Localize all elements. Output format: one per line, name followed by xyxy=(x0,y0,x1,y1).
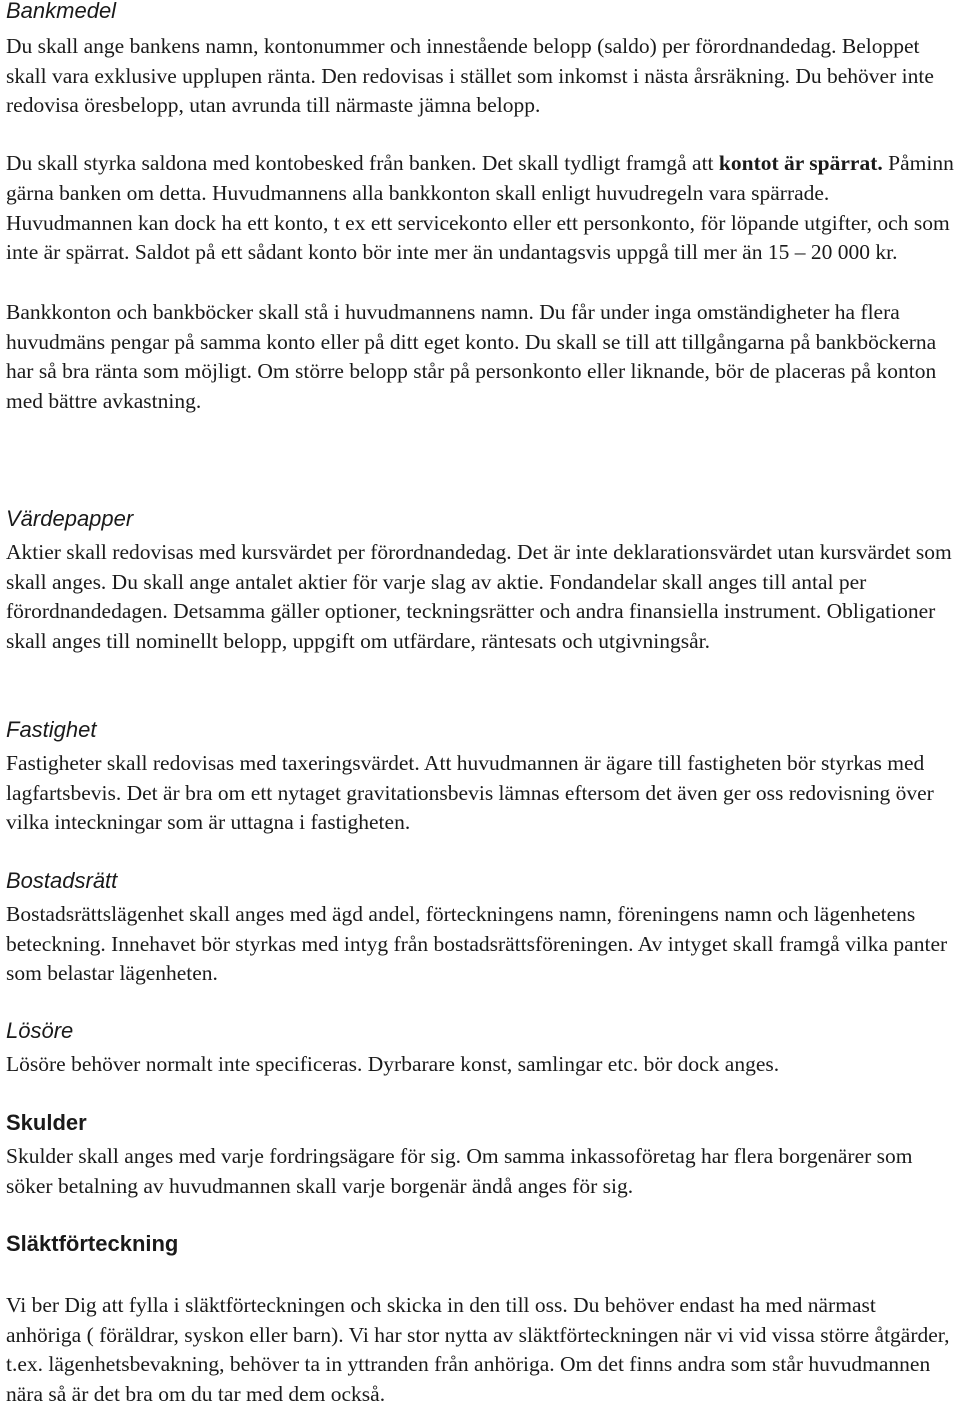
section-fastighet xyxy=(6,715,956,838)
heading-bostadsratt: Bostadsrätt xyxy=(6,868,118,893)
vardepapper-paragraph: Aktier skall redovisas med kursvärdet per förordnandedag. Det är inte deklarationsvärdet utan kursvärdet som skall anges. Du skall ange antalet aktier för varje slag av aktie. Fondandelar skall anges till antal per förordnandedagen. Detsamma gäller optioner, teckningsrätter och andra finansiella instrument. Obligationer skall anges till nominellt belopp, uppgift om utfärdare, räntesats och utgivningsår. xyxy=(6,540,952,654)
heading-slaktforteckning: Släktförteckning xyxy=(6,1231,179,1256)
section-bankmedel xyxy=(6,0,956,417)
heading-bankmedel: Bankmedel xyxy=(6,0,117,23)
section-skulder xyxy=(6,1108,956,1201)
losore-paragraph: Lösöre behöver normalt inte specificeras. Dyrbarare konst, samlingar etc. bör dock anges. xyxy=(6,1052,780,1076)
slaktforteckning-paragraph: Vi ber Dig att fylla i släktförteckningen och skicka in den till oss. Du behöver endast ha med närmast anhöriga ( föräldrar, syskon eller barn). Vi har stor nytta av släktförteckningen när vi vid vissa större åtgärder, t.ex. lägenhetsbevakning, behöver ta in yttranden från anhöriga. Om det finns andra som står huvudmannen nära så är det bra om du tar med dem också. xyxy=(6,1293,950,1407)
heading-vardepapper: Värdepapper xyxy=(6,506,134,531)
skulder-paragraph: Skulder skall anges med varje fordringsägare för sig. Om samma inkassoföretag har flera borgenärer som söker betalning av huvudmannen skall varje borgenär ändå anges för sig. xyxy=(6,1144,913,1198)
fastighet-paragraph: Fastigheter skall redovisas med taxeringsvärdet. Att huvudmannen är ägare till fastigheten bör styrkas med lagfartsbevis. Det är bra om ett nytaget gravitationsbevis lämnas eftersom det även ger oss redovisning över vilka inteckningar som är uttagna i fastigheten. xyxy=(6,751,934,835)
section-slaktforteckning xyxy=(6,1229,956,1410)
section-bostadsratt xyxy=(6,866,956,989)
heading-skulder: Skulder xyxy=(6,1110,87,1135)
bankmedel-paragraph-3: Bankkonton och bankböcker skall stå i huvudmannens namn. Du får under inga omständigheter ha flera huvudmäns pengar på samma konto eller på ditt eget konto. Du skall se till att tillgångarna på bankböckerna har så bra ränta som möjligt. Om större belopp står på personkonto eller liknande, bör de placeras på konton med bättre avkastning. xyxy=(6,299,937,414)
heading-fastighet: Fastighet xyxy=(6,717,97,742)
bankmedel-paragraph-2 xyxy=(6,149,956,268)
section-losore xyxy=(6,1016,956,1080)
section-vardepapper xyxy=(6,504,956,657)
bankmedel-paragraph-1: Du skall ange bankens namn, kontonummer och innestående belopp (saldo) per förordnandedag. Beloppet skall vara exklusive upplupen ränta. Den redovisas i stället som inkomst i nästa årsräkning. Du behöver inte redovisa öresbelopp, utan avrunda till närmaste jämna belopp. xyxy=(6,34,934,118)
heading-losore: Lösöre xyxy=(6,1018,74,1043)
bankmedel-p2-rest: Påminn gärna banken om detta. Huvudmannens alla bankkonton skall enligt huvudregeln vara spärrade. Huvudmannen kan dock ha ett konto, t ex ett servicekonto eller ett personkonto, för löpande utgifter, och som inte är spärrat. Saldot på ett sådant konto bör inte mer än undantagsvis uppgå till mer än 15 – 20 000 kr. xyxy=(6,151,954,265)
bankmedel-p2-start: Du skall styrka saldona med kontobesked från banken. Det skall tydligt framgå att xyxy=(6,151,719,176)
bostadsratt-paragraph: Bostadsrättslägenhet skall anges med ägd andel, förteckningens namn, föreningens namn och lägenhetens beteckning. Innehavet bör styrkas med intyg från bostadsrättsföreningen. Av intyget skall framgå vilka panter som belastar lägenheten. xyxy=(6,902,948,986)
bankmedel-p2-emphasis: kontot är spärrat. xyxy=(718,151,883,176)
